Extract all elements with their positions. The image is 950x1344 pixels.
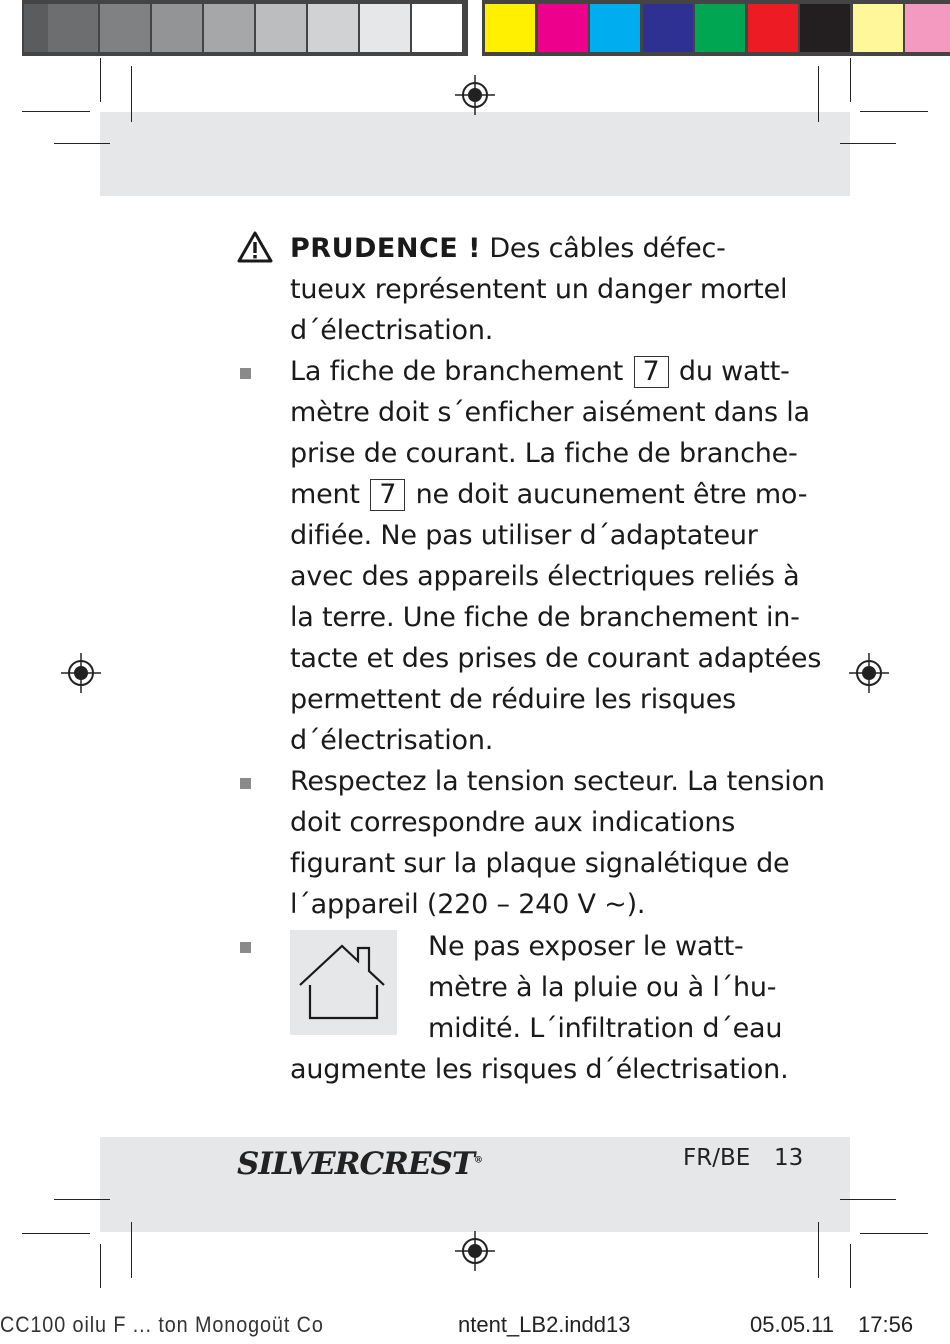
gray-swatch	[412, 4, 462, 52]
bullet1-line-3: prise de courant. La fiche de branche-	[290, 438, 798, 469]
slug-time: 17:56	[858, 1312, 914, 1337]
bullet-icon	[240, 778, 251, 789]
color-swatch	[485, 4, 535, 52]
bullet2-line-3: figurant sur la plaque signalétique de	[290, 848, 790, 879]
color-swatch	[695, 4, 745, 52]
color-swatch	[905, 4, 950, 52]
color-swatch	[853, 4, 903, 52]
registration-mark-left-icon	[59, 651, 103, 695]
registration-mark-right-icon	[847, 651, 891, 695]
bullet-icon	[240, 942, 251, 953]
warning-triangle-icon	[237, 231, 273, 263]
brand-logo: SILVERCREST®	[237, 1146, 482, 1182]
gray-swatch	[308, 4, 358, 52]
bullet1-line-6: avec des appareils électriques reliés à	[290, 561, 800, 592]
color-swatch	[590, 4, 640, 52]
gray-swatch	[152, 4, 202, 52]
warning-line-1: PRUDENCE ! Des câbles défec-	[290, 233, 726, 264]
registration-mark-bottom-icon	[453, 1229, 497, 1273]
bullet-icon	[240, 368, 251, 379]
bullet3-line-2: mètre à la pluie ou à l´hu-	[428, 972, 777, 1003]
indoor-use-house-icon	[290, 930, 397, 1035]
bullet1-line-5: difiée. Ne pas utiliser d´adaptateur	[290, 520, 758, 551]
slug-filename-prefix: CC100 oilu F ... ton Monogoüt Co	[0, 1312, 324, 1337]
warning-line-2: tueux représentent un danger mortel	[290, 274, 788, 305]
slug-page: 13	[606, 1312, 631, 1337]
bullet1-line-2: mètre doit s´enficher aisément dans la	[290, 397, 810, 428]
page-number: 13	[774, 1145, 804, 1171]
bullet1-line-7: la terre. Une fiche de branchement in-	[290, 602, 800, 633]
warning-label: PRUDENCE !	[290, 233, 481, 264]
bullet1-line-1: La fiche de branchement 7 du watt-	[290, 356, 790, 387]
bullet1-line-10: d´électrisation.	[290, 725, 494, 756]
reference-number-badge: 7	[370, 479, 405, 511]
slug-date: 05.05.11	[750, 1312, 835, 1337]
color-swatch	[643, 4, 693, 52]
gray-swatch	[360, 4, 410, 52]
bullet2-line-2: doit correspondre aux indications	[290, 807, 736, 838]
color-swatch	[800, 4, 850, 52]
gray-swatch	[48, 4, 98, 52]
header-band	[100, 112, 850, 196]
bullet1-line-8: tacte et des prises de courant adaptées	[290, 643, 822, 674]
reference-number-badge: 7	[634, 356, 669, 388]
color-swatch	[748, 4, 798, 52]
gray-swatch	[24, 4, 48, 52]
slug-filename: ntent_LB2.indd	[458, 1312, 607, 1337]
bullet3-line-1: Ne pas exposer le watt-	[428, 931, 744, 962]
bullet3-line-3: midité. L´infiltration d´eau	[428, 1013, 783, 1044]
warning-line-3: d´électrisation.	[290, 315, 494, 346]
language-code: FR/BE	[683, 1145, 751, 1171]
bullet3-line-4: augmente les risques d´électrisation.	[290, 1054, 789, 1085]
bullet1-line-4: ment 7 ne doit aucunement être mo-	[290, 479, 808, 510]
gray-swatch	[204, 4, 254, 52]
registration-mark-top-icon	[453, 73, 497, 117]
bullet1-line-9: permettent de réduire les risques	[290, 684, 737, 715]
bullet2-line-1: Respectez la tension secteur. La tension	[290, 766, 825, 797]
color-swatch	[538, 4, 588, 52]
bullet2-line-4: l´appareil (220 – 240 V ~).	[290, 889, 646, 920]
gray-swatch	[256, 4, 306, 52]
gray-swatch	[100, 4, 150, 52]
